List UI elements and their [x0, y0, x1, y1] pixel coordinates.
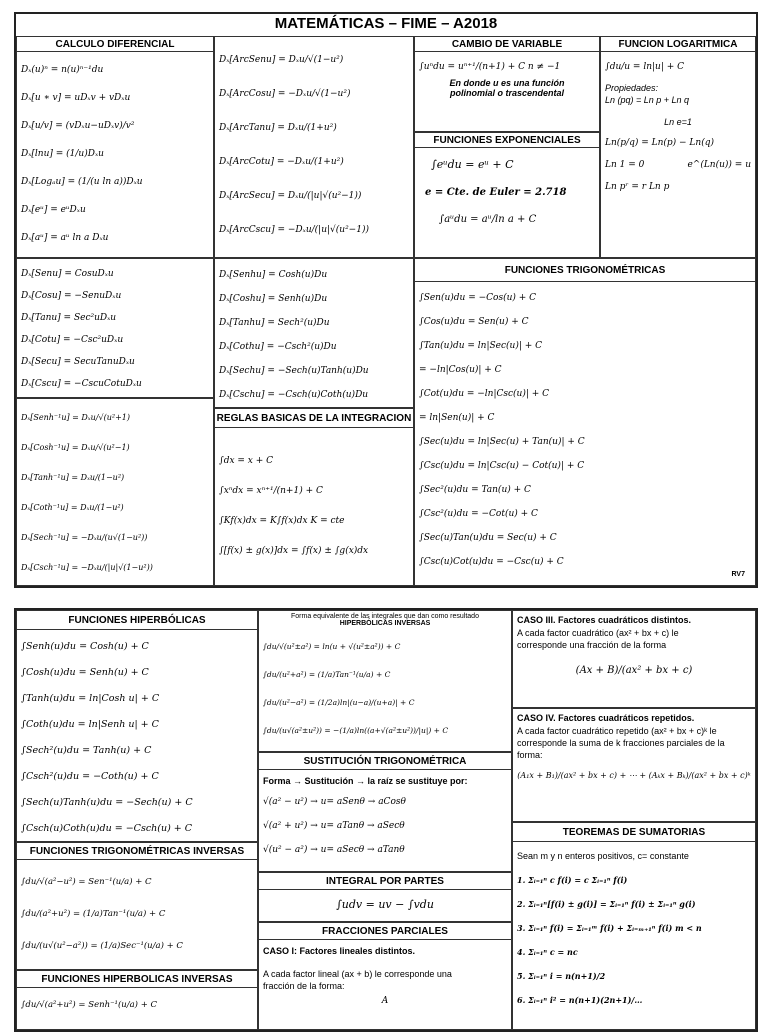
- caso4-box: [512, 708, 756, 822]
- summation-theorem: 3. Σᵢ₌₁ⁿ f(i) = Σᵢ₌₁ᵐ f(i) + Σᵢ₌ₘ₊₁ⁿ f(i) m < n: [517, 923, 702, 934]
- caso3-title: CASO III. Factores cuadráticos distintos.: [517, 615, 692, 625]
- hyperbolic-integral-formula: ∫Senh(u)du = Cosh(u) + C: [21, 641, 149, 652]
- arc-derivative-formula: Dₓ[ArcCotu] = −Dₓu/(1+u²): [219, 157, 344, 167]
- derivative-formula: Dₓ[eᵘ] = eᵘDₓu: [21, 205, 86, 215]
- arc-derivative-formula: Dₓ[ArcCscu] = −Dₓu/(|u|√(u²−1)): [219, 225, 369, 235]
- hyperbolic-integral-formula: ∫Sech²(u)du = Tanh(u) + C: [21, 745, 152, 756]
- integral-partes-header: INTEGRAL POR PARTES: [259, 873, 511, 890]
- hyperbolic-integral-formula: ∫Coth(u)du = ln|Senh u| + C: [21, 719, 159, 730]
- funciones-hiperbolicas-inversas-header: FUNCIONES HIPERBOLICAS INVERSAS: [17, 971, 257, 988]
- caso3-text-1: A cada factor cuadrático (ax² + bx + c) le: [517, 628, 679, 638]
- trig-integral-formula: ∫Tan(u)du = ln|Sec(u)| + C: [419, 341, 543, 351]
- arc-derivative-formula: Dₓ[ArcCosu] = −Dₓu/√(1−u²): [219, 89, 351, 99]
- log-prop-2: Ln e=1: [664, 117, 692, 128]
- funcion-logaritmica-box: [600, 36, 756, 258]
- funciones-trigonometricas-box: [414, 258, 756, 586]
- hyperbolic-derivative-formula: Dₓ[Sechu] = −Sech(u)Tanh(u)Du: [219, 366, 369, 376]
- cambio-variable-formula: ∫uⁿdu = uⁿ⁺¹/(n+1) + C n ≠ −1: [419, 62, 561, 72]
- log-prop-1: Ln (pq) = Ln p + Ln q: [605, 95, 690, 106]
- forma-header-2: HIPERBÓLICAS INVERSAS: [339, 620, 431, 627]
- integration-rule: ∫Kf(x)dx = K∫f(x)dx K = cte: [219, 516, 345, 526]
- sustitucion-intro: Forma → Sustitución → la raíz se sustituye por:: [263, 776, 468, 786]
- calculo-diferencial-header: CALCULO DIFERENCIAL: [17, 37, 213, 52]
- bottom-sheet: [14, 608, 758, 1032]
- funciones-trig-inversas-header: FUNCIONES TRIGONOMÉTRICAS INVERSAS: [17, 843, 257, 860]
- equivalent-form-formula: ∫du/(u²−a²) = (1/2a)ln|(u−a)/(u+a)| + C: [263, 698, 415, 707]
- trig-integral-formula: ∫Sen(u)du = −Cos(u) + C: [419, 293, 537, 303]
- invhypint-list: [17, 994, 257, 1016]
- log-prop-3: Ln(p/q) = Ln(p) − Ln(q): [605, 138, 714, 149]
- inv-trig-integral-formula: ∫du/(u√(u²−a²)) = (1/a)Sec⁻¹(u/a) + C: [21, 941, 183, 951]
- sust-list: [259, 790, 511, 862]
- trig-integral-formula: ∫Sec(u)Tan(u)du = Sec(u) + C: [419, 533, 557, 543]
- funciones-hiperbolicas-inversas-box: [16, 970, 258, 1030]
- summation-theorem: 2. Σᵢ₌₁ⁿ[f(i) ± g(i)] = Σᵢ₌₁ⁿ f(i) ± Σᵢ₌₁ⁿ g(i): [517, 899, 696, 910]
- caso1-fraction: A: [381, 996, 389, 1007]
- reglas-basicas-box: [214, 408, 414, 586]
- calculo-list: [17, 56, 213, 252]
- hyperbolic-integral-formula: ∫Cosh(u)du = Senh(u) + C: [21, 667, 149, 678]
- cambio-variable-header: CAMBIO DE VARIABLE: [415, 37, 599, 52]
- hyperbolic-derivative-formula: Dₓ[Cschu] = −Csch(u)Coth(u)Du: [219, 390, 369, 400]
- arc-derivatives-box: [214, 36, 414, 258]
- sumatorias-intro: Sean m y n enteros positivos, c= constante: [517, 851, 689, 861]
- hyperbolic-derivative-formula: Dₓ[Coshu] = Senh(u)Du: [219, 294, 328, 304]
- hyperbolic-derivative-formula: Dₓ[Cothu] = −Csch²(u)Du: [219, 342, 337, 352]
- caso3-box: [512, 610, 756, 708]
- trig-derivative-formula: Dₓ[Cscu] = −CscuCotuDₓu: [21, 379, 142, 389]
- trig-derivative-formula: Dₓ[Cosu] = −SenuDₓu: [21, 291, 122, 301]
- derivative-formula: Dₓ[u/v] = (vDₓu−uDₓv)/v²: [21, 121, 135, 131]
- inv-trig-integral-formula: ∫du/√(a²−u²) = Sen⁻¹(u/a) + C: [21, 877, 152, 887]
- expo-formula-1: ∫eᵘdu = eᵘ + C: [431, 158, 514, 171]
- hypder-list: [215, 263, 413, 407]
- integral-partes-formula: ∫udv = uv − ∫vdu: [336, 898, 434, 911]
- trig-integral-formula: = −ln|Cos(u)| + C: [419, 365, 502, 375]
- trig-derivative-formula: Dₓ[Tanu] = Sec²uDₓu: [21, 313, 117, 323]
- funciones-hiperbolicas-box: [16, 610, 258, 842]
- trig-derivative-formula: Dₓ[Cotu] = −Csc²uDₓu: [21, 335, 124, 345]
- expo-formula-3: ∫aᵘdu = aᵘ/ln a + C: [439, 214, 537, 225]
- derivative-formula: Dₓ[aᵘ] = aᵘ ln a Dₓu: [21, 233, 109, 243]
- funcion-logaritmica-header: FUNCION LOGARITMICA: [601, 37, 755, 52]
- sumas-list: [513, 868, 755, 1012]
- funciones-trig-inversas-box: [16, 842, 258, 970]
- calculo-diferencial-box: [16, 36, 214, 258]
- caso3-text-2: corresponde una fracción de la forma: [517, 640, 667, 651]
- derivative-formula: Dₓ[u ∗ v] = uDₓv + vDₓu: [21, 93, 131, 103]
- inv-hyperbolic-derivative-formula: Dₓ[Cosh⁻¹u] = Dₓu/√(u²−1): [21, 443, 130, 452]
- sumatorias-box: [512, 822, 756, 1030]
- fracciones-parciales-box: [258, 922, 512, 1030]
- forma-header-1: Forma equivalente de las integrales que dan como resultado: [291, 613, 479, 620]
- trig-integral-formula: ∫Csc²(u)du = −Cot(u) + C: [419, 509, 538, 519]
- hyperbolic-derivative-formula: Dₓ[Tanhu] = Sech²(u)Du: [219, 318, 330, 328]
- hypint-list: [17, 634, 257, 842]
- invtrig-list: [17, 866, 257, 962]
- caso3-fraction: (Ax + B)/(ax² + bx + c): [575, 665, 693, 677]
- funciones-trigonometricas-header: FUNCIONES TRIGONOMÉTRICAS: [415, 259, 755, 282]
- integral-partes-box: [258, 872, 512, 922]
- equivalent-form-formula: ∫du/√(u²±a²) = ln(u + √(u²±a²)) + C: [263, 642, 401, 651]
- derivative-formula: Dₓ[Logₐu] = (1/(u ln a))Dₓu: [21, 177, 143, 187]
- hyperbolic-integral-formula: ∫Sech(u)Tanh(u)du = −Sech(u) + C: [21, 797, 193, 808]
- caso4-text-2: corresponde la suma de k fracciones parciales de la: [517, 738, 725, 749]
- trig-integral-formula: ∫Cot(u)du = −ln|Csc(u)| + C: [419, 389, 550, 399]
- invhypder-list: [17, 403, 213, 583]
- inv-hyperbolic-derivative-formula: Dₓ[Coth⁻¹u] = Dₓu/(1−u²): [21, 503, 124, 512]
- equivalent-form-formula: ∫du/(u√(a²±u²)) = −(1/a)ln((a+√(a²±u²))/|u|) + C: [263, 726, 449, 735]
- trig-integral-formula: ∫Cos(u)du = Sen(u) + C: [419, 317, 529, 327]
- hyperbolic-derivative-formula: Dₓ[Senhu] = Cosh(u)Du: [219, 270, 328, 280]
- fracciones-parciales-header: FRACCIONES PARCIALES: [259, 923, 511, 940]
- substitution-row: √(a² + u²) → u= aTanθ → aSecθ: [263, 821, 405, 831]
- summation-theorem: 4. Σᵢ₌₁ⁿ c = nc: [517, 947, 578, 958]
- caso1-title: CASO I: Factores lineales distintos.: [263, 946, 416, 956]
- rv7-tag: RV7: [731, 570, 745, 578]
- inv-hyperbolic-derivative-formula: Dₓ[Csch⁻¹u] = −Dₓu/(|u|√(1−u²)): [21, 563, 153, 572]
- forma-equivalente-box: [258, 610, 512, 752]
- top-sheet: [14, 12, 758, 588]
- summation-theorem: 6. Σᵢ₌₁ⁿ i² = n(n+1)(2n+1)/…: [517, 995, 643, 1006]
- trig-derivatives-box: [16, 258, 214, 398]
- cambio-note-1: En donde u es una función: [449, 78, 565, 88]
- hyperbolic-derivatives-box: [214, 258, 414, 408]
- trig-derivative-formula: Dₓ[Senu] = CosuDₓu: [21, 269, 114, 279]
- substitution-row: √(u² − a²) → u= aSecθ → aTanθ: [263, 845, 405, 855]
- log-prop-5: Ln pʳ = r Ln p: [605, 182, 670, 193]
- derivative-formula: Dₓ[lnu] = (1/u)Dₓu: [21, 149, 104, 159]
- expo-formula-2: e = Cte. de Euler = 2.718: [425, 187, 567, 198]
- inv-hyperbolic-derivative-formula: Dₓ[Tanh⁻¹u] = Dₓu/(1−u²): [21, 473, 125, 482]
- trig-derivative-formula: Dₓ[Secu] = SecuTanuDₓu: [21, 357, 135, 367]
- caso1-text-1: A cada factor lineal (ax + b) le corresponde una: [263, 969, 452, 979]
- log-formula: ∫du/u = ln|u| + C: [605, 62, 685, 72]
- page-title: MATEMÁTICAS – FIME – A2018: [16, 14, 756, 37]
- caso4-fraction: (A₁x + B₁)/(ax² + bx + c) + ⋯ + (Aₖx + Bₖ)/(ax² + bx + c)ᵏ: [517, 771, 751, 781]
- reglas-list: [215, 446, 413, 566]
- integration-rule: ∫dx = x + C: [219, 456, 274, 466]
- funciones-exponenciales-box: [414, 132, 600, 258]
- arc-list: [215, 43, 413, 247]
- funciones-hiperbolicas-header: FUNCIONES HIPERBÓLICAS: [17, 611, 257, 630]
- integration-rule: ∫xⁿdx = xⁿ⁺¹/(n+1) + C: [219, 486, 323, 496]
- trig-integral-formula: ∫Sec(u)du = ln|Sec(u) + Tan(u)| + C: [419, 437, 585, 447]
- hyperbolic-integral-formula: ∫Csch(u)Coth(u)du = −Csch(u) + C: [21, 823, 193, 834]
- arc-derivative-formula: Dₓ[ArcSecu] = Dₓu/(|u|√(u²−1)): [219, 191, 362, 201]
- inv-hyperbolic-derivative-formula: Dₓ[Senh⁻¹u] = Dₓu/√(u²+1): [21, 413, 130, 422]
- sustitucion-trig-header: SUSTITUCIÓN TRIGONOMÉTRICA: [259, 753, 511, 770]
- inv-hyperbolic-derivative-formula: Dₓ[Sech⁻¹u] = −Dₓu/(u√(1−u²)): [21, 533, 148, 542]
- sustitucion-trig-box: [258, 752, 512, 872]
- trig-integral-formula: ∫Csc(u)Cot(u)du = −Csc(u) + C: [419, 557, 564, 567]
- trigder-list: [17, 263, 213, 395]
- log-prop-title: Propiedades:: [605, 83, 659, 93]
- inv-trig-integral-formula: ∫du/(a²+u²) = (1/a)Tan⁻¹(u/a) + C: [21, 909, 166, 919]
- funciones-exponenciales-header: FUNCIONES EXPONENCIALES: [415, 133, 599, 148]
- reglas-basicas-header: REGLAS BASICAS DE LA INTEGRACION: [215, 409, 413, 428]
- forma-list: [259, 633, 511, 745]
- hyperbolic-integral-formula: ∫Csch²(u)du = −Coth(u) + C: [21, 771, 159, 782]
- summation-theorem: 5. Σᵢ₌₁ⁿ i = n(n+1)/2: [517, 971, 606, 982]
- trig-integral-formula: ∫Csc(u)du = ln|Csc(u) − Cot(u)| + C: [419, 461, 585, 471]
- caso4-title: CASO IV. Factores cuadráticos repetidos.: [517, 713, 695, 723]
- arc-derivative-formula: Dₓ[ArcSenu] = Dₓu/√(1−u²): [219, 55, 344, 65]
- trigint-list: [415, 286, 755, 574]
- caso1-text-2: fracción de la forma:: [263, 981, 345, 992]
- log-prop-4b: e^(Ln(u)) = u: [687, 160, 751, 171]
- integration-rule: ∫[f(x) ± g(x)]dx = ∫f(x) ± ∫g(x)dx: [219, 546, 369, 556]
- caso4-text-3: forma:: [517, 750, 543, 761]
- hyperbolic-integral-formula: ∫Tanh(u)du = ln|Cosh u| + C: [21, 693, 160, 704]
- cambio-variable-box: [414, 36, 600, 132]
- log-prop-4a: Ln 1 = 0: [605, 160, 645, 171]
- equivalent-form-formula: ∫du/(u²+a²) = (1/a)Tan⁻¹(u/a) + C: [263, 670, 391, 679]
- inv-hyperbolic-derivatives-box: [16, 398, 214, 586]
- trig-integral-formula: = ln|Sen(u)| + C: [419, 413, 495, 423]
- sumatorias-header: TEOREMAS DE SUMATORIAS: [513, 823, 755, 842]
- cambio-note-2: polinomial o trascendental: [449, 88, 565, 98]
- trig-integral-formula: ∫Sec²(u)du = Tan(u) + C: [419, 485, 531, 495]
- summation-theorem: 1. Σᵢ₌₁ⁿ c f(i) = c Σᵢ₌₁ⁿ f(i): [517, 875, 628, 886]
- caso4-text-1: A cada factor cuadrático repetido (ax² + bx + c)ᵏ le: [517, 726, 717, 736]
- log-prop-4-row: [601, 160, 755, 170]
- substitution-row: √(a² − u²) → u= aSenθ → aCosθ: [263, 797, 406, 807]
- inv-hyperbolic-integral-formula: ∫du/√(a²+u²) = Senh⁻¹(u/a) + C: [21, 1000, 158, 1010]
- derivative-formula: Dₓ(u)ⁿ = n(u)ⁿ⁻¹du: [21, 65, 104, 75]
- arc-derivative-formula: Dₓ[ArcTanu] = Dₓu/(1+u²): [219, 123, 337, 133]
